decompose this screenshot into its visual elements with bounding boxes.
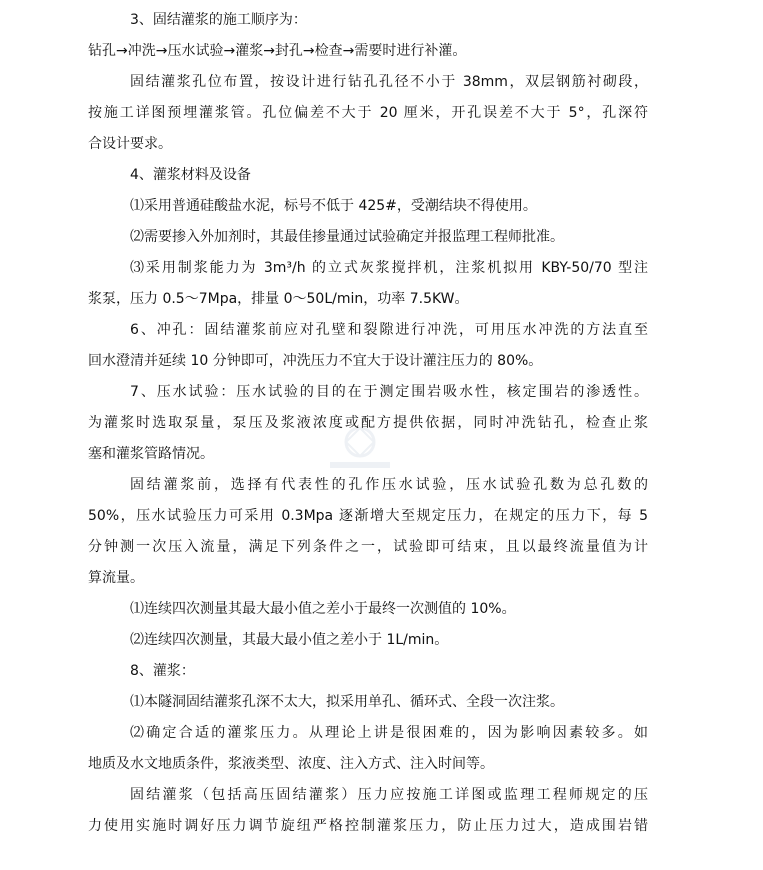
text-line: 分钟测一次压入流量，满足下列条件之一，试验即可结束，且以最终流量值为计 bbox=[88, 539, 648, 555]
text-line: 按施工详图预埋灌浆管。孔位偏差不大于 20 厘米，开孔误差不大于 5°，孔深符 bbox=[88, 105, 648, 121]
text-line: ⑴连续四次测量其最大最小值之差小于最终一次测值的 10%。 bbox=[130, 601, 516, 617]
construction-sequence bbox=[88, 36, 648, 67]
text-line: 回水澄清并延续 10 分钟即可，冲洗压力不宜大于设计灌注压力的 80%。 bbox=[88, 353, 543, 369]
text-line: ⑵连续四次测量，其最大最小值之差小于 1L/min。 bbox=[130, 632, 449, 648]
section-6-flushing bbox=[88, 315, 648, 377]
hole-layout-paragraph bbox=[88, 67, 648, 160]
end-condition-2 bbox=[88, 625, 648, 656]
text-line: ⑴本隧洞固结灌浆孔深不太大，拟采用单孔、循环式、全段一次注浆。 bbox=[130, 694, 564, 710]
grouting-item-2 bbox=[88, 718, 648, 780]
text-line: 浆泵，压力 0.5～7Mpa，排量 0～50L/min，功率 7.5KW。 bbox=[88, 291, 469, 307]
text-line: 力使用实施时调好压力调节旋纽严格控制灌浆压力，防止压力过大，造成围岩错 bbox=[88, 818, 648, 834]
text-line: 钻孔→冲洗→压水试验→灌浆→封孔→检查→需要时进行补灌。 bbox=[88, 43, 467, 59]
text-line: 为灌浆时选取泵量，泵压及浆液浓度或配方提供依据，同时冲洗钻孔，检查止浆 bbox=[88, 415, 648, 431]
text-line: 算流量。 bbox=[88, 570, 144, 586]
text-line: 固结灌浆前，选择有代表性的孔作压水试验，压水试验孔数为总孔数的 bbox=[130, 477, 648, 493]
text-line: ⑵确定合适的灌浆压力。从理论上讲是很困难的，因为影响因素较多。如 bbox=[130, 725, 648, 741]
section-3-heading bbox=[88, 5, 648, 36]
end-condition-1 bbox=[88, 594, 648, 625]
text-line: 地质及水文地质条件，浆液类型、浓度、注入方式、注入时间等。 bbox=[88, 756, 494, 772]
text-line: ⑵需要掺入外加剂时，其最佳掺量通过试验确定并报监理工程师批准。 bbox=[130, 229, 564, 245]
text-line: ⑴采用普通硅酸盐水泥，标号不低于 425#，受潮结块不得使用。 bbox=[130, 198, 537, 214]
text-line: 8、灌浆： bbox=[130, 663, 195, 679]
material-item-2 bbox=[88, 222, 648, 253]
text-line: ⑶采用制浆能力为 3m³/h 的立式灰浆搅拌机，注浆机拟用 KBY-50/70 型注 bbox=[130, 260, 648, 276]
material-item-1 bbox=[88, 191, 648, 222]
text-line: 4、灌浆材料及设备 bbox=[130, 167, 251, 183]
section-4-heading bbox=[88, 160, 648, 191]
grouting-item-1 bbox=[88, 687, 648, 718]
text-line: 固结灌浆（包括高压固结灌浆）压力应按施工详图或监理工程师规定的压 bbox=[130, 787, 648, 803]
text-line: 合设计要求。 bbox=[88, 136, 172, 152]
water-test-procedure bbox=[88, 470, 648, 594]
material-item-3 bbox=[88, 253, 648, 315]
text-line: 7、压水试验：压水试验的目的在于测定围岩吸水性，核定围岩的渗透性。 bbox=[130, 384, 648, 400]
text-line: 3、固结灌浆的施工顺序为： bbox=[130, 12, 307, 28]
text-line: 固结灌浆孔位布置，按设计进行钻孔孔径不小于 38mm，双层钢筋衬砌段， bbox=[130, 74, 648, 90]
section-7-water-test bbox=[88, 377, 648, 470]
section-8-heading bbox=[88, 656, 648, 687]
text-line: 6、冲孔：固结灌浆前应对孔壁和裂隙进行冲洗，可用压水冲洗的方法直至 bbox=[130, 322, 648, 338]
grouting-pressure-paragraph bbox=[88, 780, 648, 842]
text-line: 塞和灌浆管路情况。 bbox=[88, 446, 214, 462]
text-line: 50%，压水试验压力可采用 0.3Mpa 逐渐增大至规定压力，在规定的压力下，每 5 bbox=[88, 508, 648, 524]
